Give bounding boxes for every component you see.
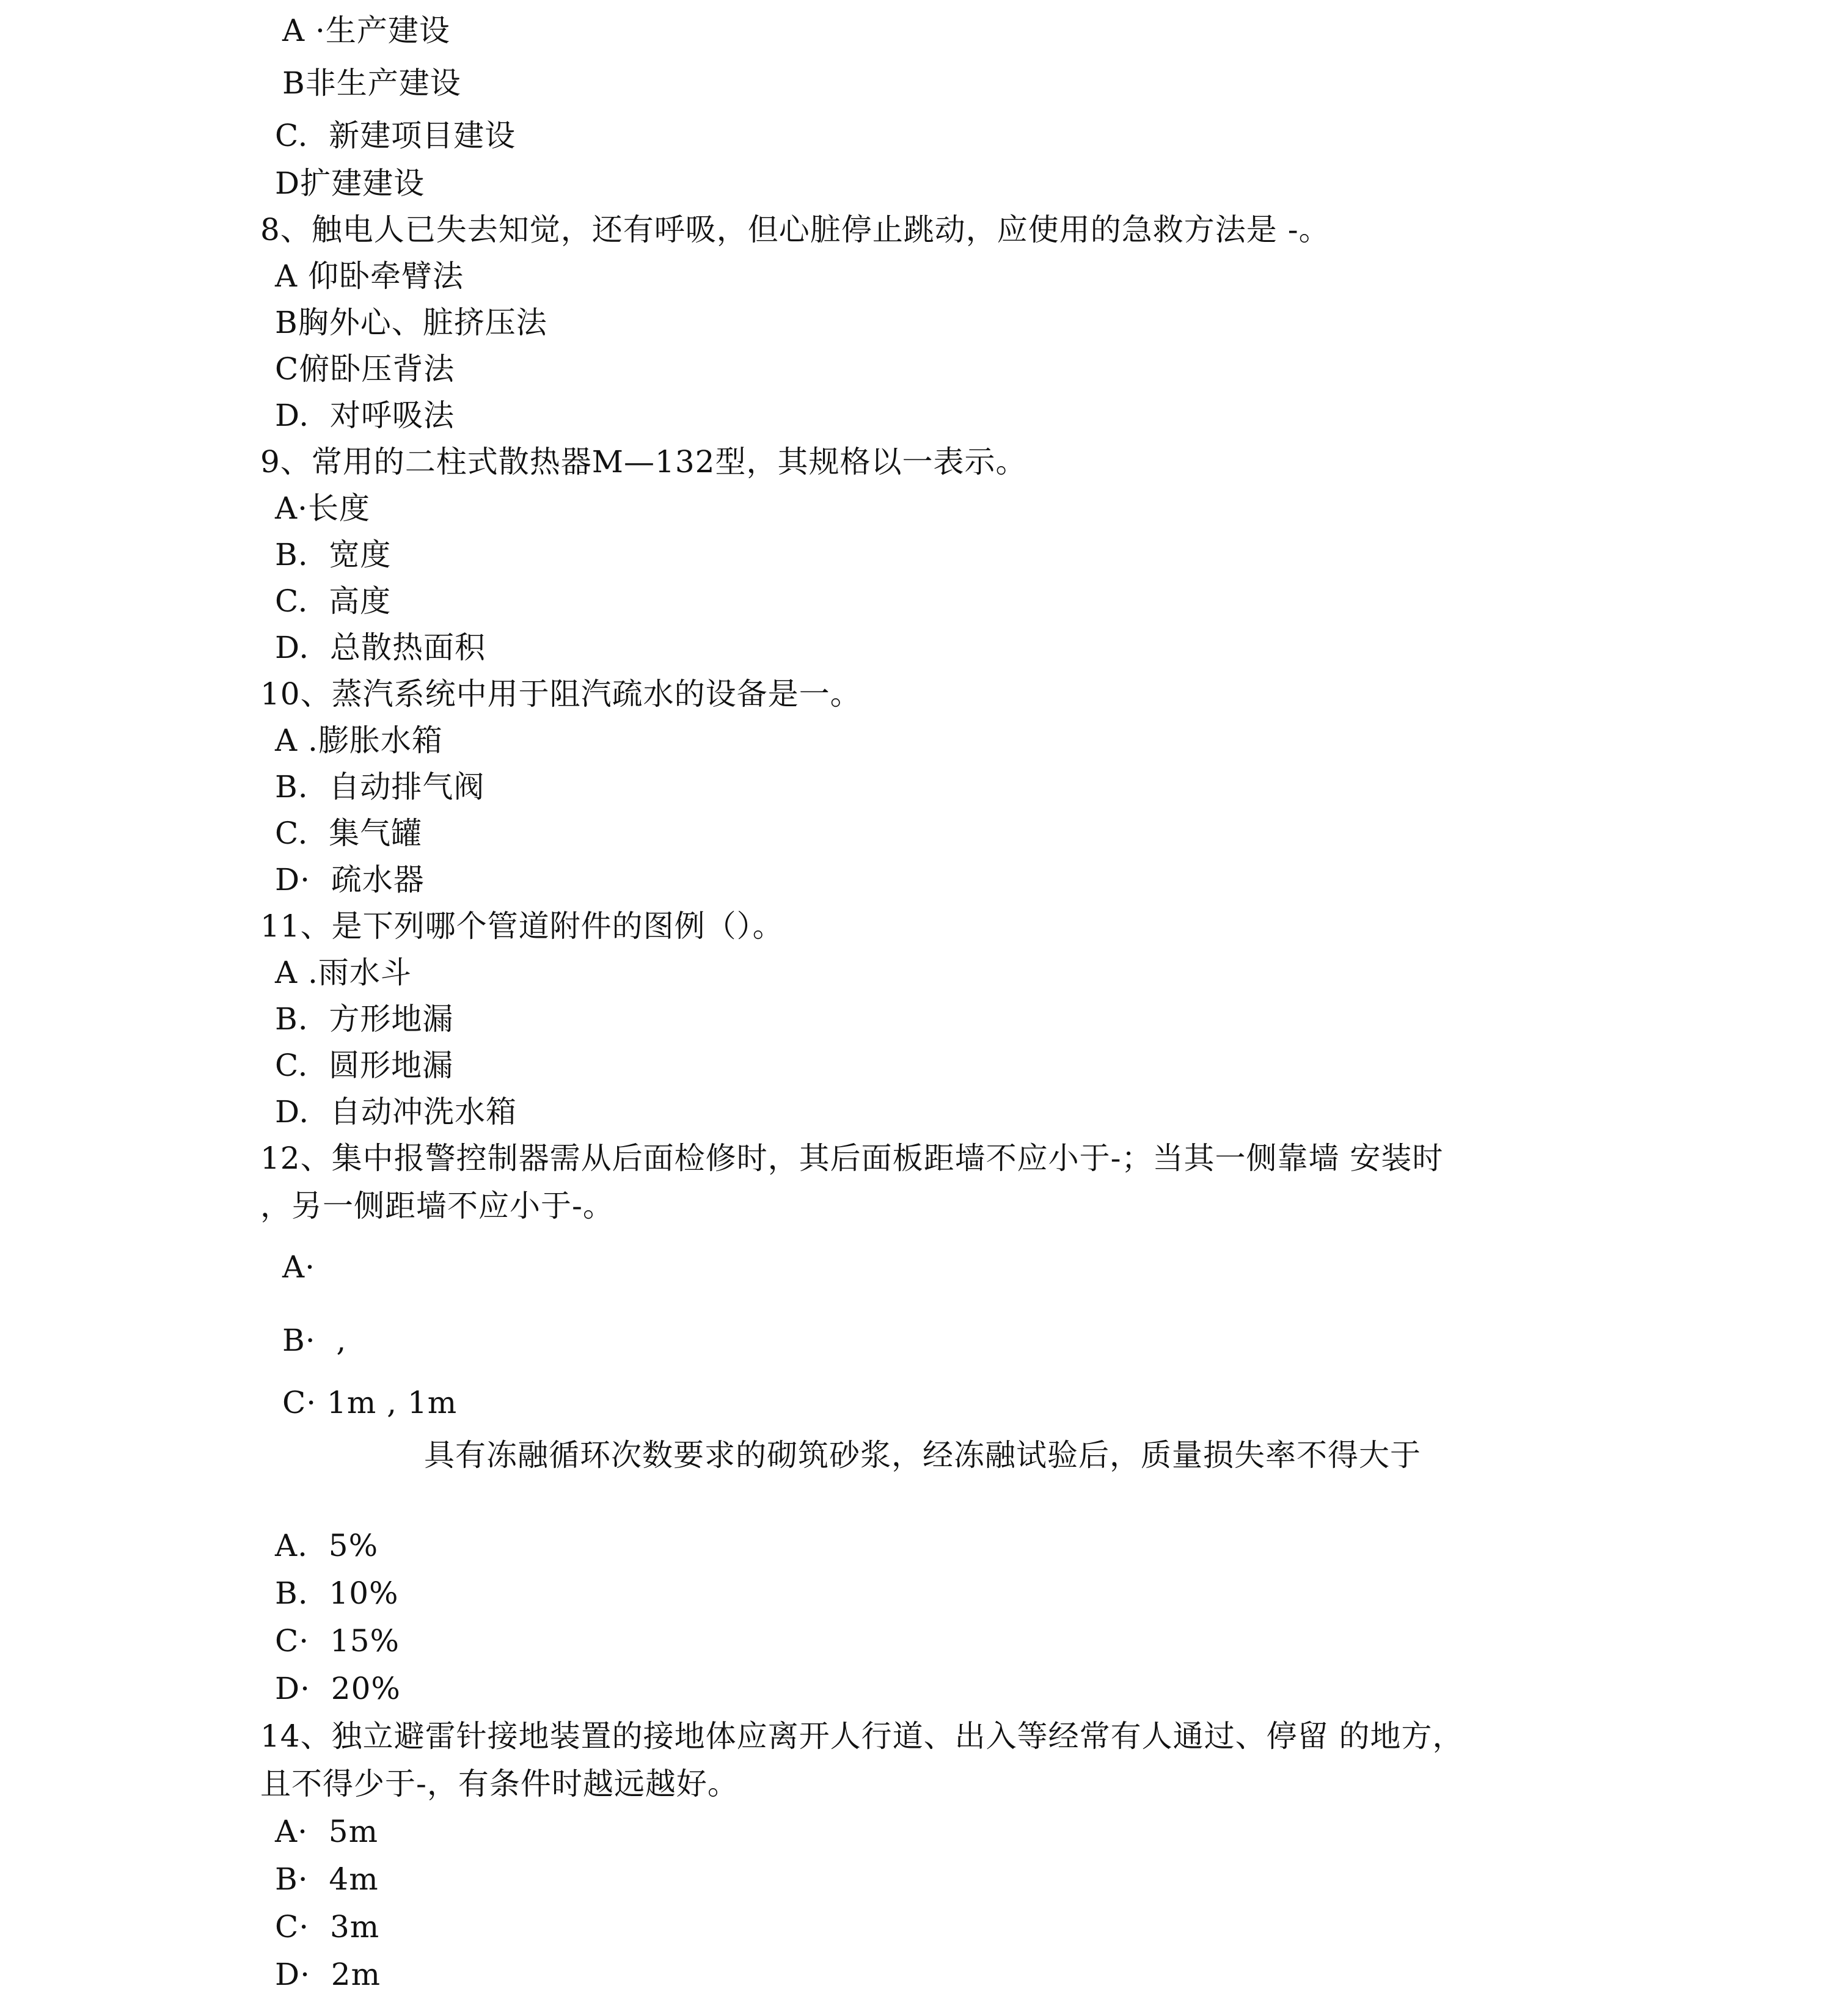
q11-option-a: A .雨水斗 [275,955,412,990]
q9-option-a: A·长度 [275,491,371,526]
q11-option-c: C. 圆形地漏 [275,1048,454,1083]
question-14-line-2: 且不得少于-，有条件时越远越好。 [260,1766,739,1802]
q12-option-a: A· [282,1249,316,1285]
q10-option-c: C. 集气罐 [275,816,423,851]
q10-option-b: B. 自动排气阀 [275,769,485,805]
q10-option-d: D· 疏水器 [275,862,425,897]
q9-option-b: B. 宽度 [275,537,392,572]
question-10: 10、蒸汽系统中用于阻汽疏水的设备是一。 [260,676,861,712]
q9-option-d: D. 总散热面积 [275,630,486,665]
question-8: 8、触电人已失去知觉，还有呼吸，但心脏停止跳动，应使用的急救方法是 -。 [260,212,1330,247]
q12-option-b: B· , [282,1323,347,1358]
question-11: 11、是下列哪个管道附件的图例（）。 [260,908,784,944]
q11-option-d: D. 自动冲洗水箱 [275,1094,517,1130]
q8-option-a: A 仰卧牵臂法 [275,258,464,294]
q14-option-a: A· 5m [275,1814,379,1849]
q13-option-a: A. 5% [275,1528,379,1563]
option-b-nonproduction: B非生产建设 [282,65,461,101]
q14-option-c: C· 3m [275,1909,380,1945]
q13-option-c: C· 15% [275,1623,400,1659]
q9-option-c: C. 高度 [275,583,392,619]
q14-option-d: D· 2m [275,1957,381,1992]
q12-option-c: C· 1m , 1m [282,1385,458,1420]
q8-option-c: C俯卧压背法 [275,351,455,387]
question-13-text: 具有冻融循环次数要求的砌筑砂浆，经冻融试验后，质量损失率不得大于 [424,1437,1421,1473]
option-c-new-project: C. 新建项目建设 [275,118,516,153]
question-14-line-1: 14、独立避雷针接地装置的接地体应离开人行道、出入等经常有人通过、停留 的地方， [260,1718,1464,1754]
q10-option-a: A .膨胀水箱 [275,723,443,758]
option-a-production: A ·生产建设 [282,13,450,48]
q13-option-b: B. 10% [275,1576,399,1611]
question-12-line-2: ，另一侧距墙不应小于-。 [260,1188,614,1224]
q8-option-b: B胸外心、脏挤压法 [275,305,547,340]
q8-option-d: D. 对呼吸法 [275,398,455,433]
q13-option-d: D· 20% [275,1671,401,1706]
option-d-expansion: D扩建建设 [275,166,425,201]
q14-option-b: B· 4m [275,1861,379,1897]
question-12-line-1: 12、集中报警控制器需从后面检修时，其后面板距墙不应小于-；当其一侧靠墙 安装时 [260,1141,1444,1176]
q11-option-b: B. 方形地漏 [275,1001,454,1037]
question-9: 9、常用的二柱式散热器M—132型，其规格以一表示。 [260,444,1027,480]
